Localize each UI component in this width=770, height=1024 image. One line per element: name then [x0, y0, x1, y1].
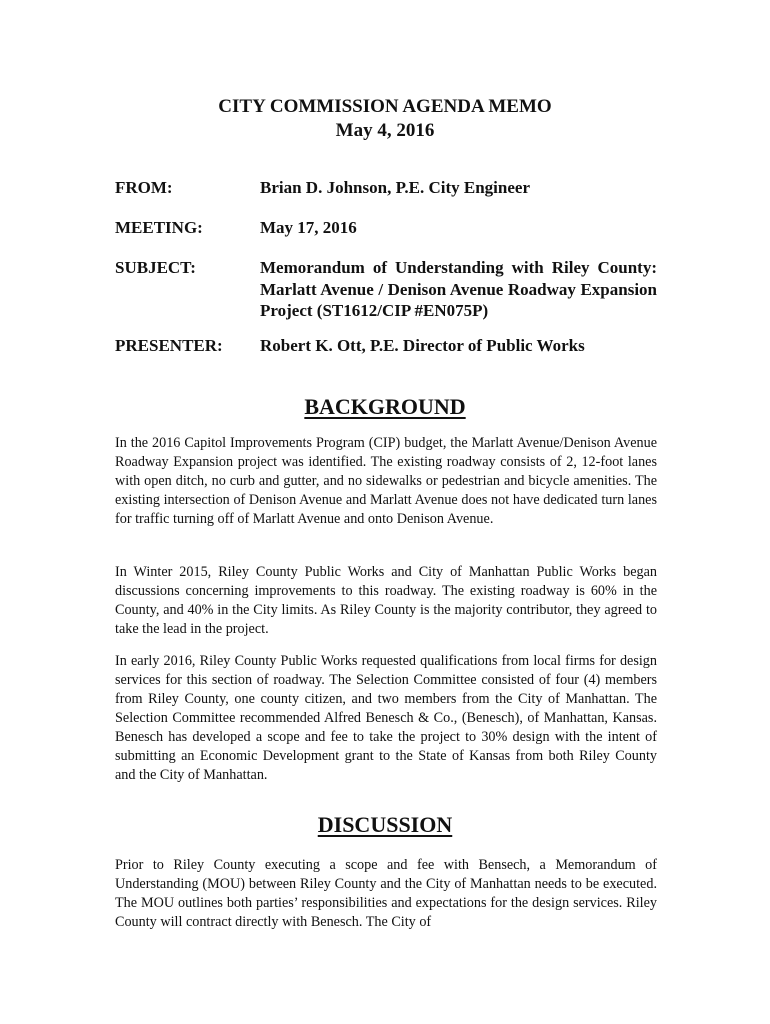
memo-title: CITY COMMISSION AGENDA MEMO	[218, 96, 552, 117]
meeting-value: May 17, 2016	[260, 218, 357, 237]
subject-value: Memorandum of Understanding with Riley County: Marlatt Avenue / Denison Avenue Roadway Expansion Project (ST1612/CIP #EN075P)	[260, 258, 657, 320]
background-paragraph-3: In early 2016, Riley County Public Works requested qualifications from local firms for design services for this section of roadway. The Selection Committee consisted of four (4) members from Riley County, one county citizen, and two members from the City of Manhattan. The Selection Committee recommended Alfred Benesch & Co., (Benesch), of Manhattan, Kansas. Benesch has developed a scope and fee to take the project to 30% design with the intent of submitting an Economic Development grant to the State of Kansas from both Riley County and the City of Manhattan.	[115, 653, 657, 783]
background-paragraph-1: In the 2016 Capitol Improvements Program (CIP) budget, the Marlatt Avenue/Denison Avenue Roadway Expansion project was identified. The existing roadway consists of 2, 12-foot lanes with open ditch, no curb and gutter, and no sidewalks or pedestrian and bicycle amenities. The existing intersection of Denison Avenue and Marlatt Avenue does not have dedicated turn lanes for traffic turning off of Marlatt Avenue and onto Denison Avenue.	[115, 435, 657, 527]
discussion-heading: DISCUSSION	[317, 812, 453, 837]
meeting-label: MEETING:	[115, 218, 203, 237]
from-value: Brian D. Johnson, P.E. City Engineer	[260, 178, 530, 197]
memo-date: May 4, 2016	[335, 120, 435, 141]
from-label: FROM:	[115, 178, 173, 197]
background-paragraph-2: In Winter 2015, Riley County Public Works and City of Manhattan Public Works began discussions concerning improvements to this roadway. The existing roadway is 60% in the County, and 40% in the City limits. As Riley County is the majority contributor, they agreed to take the lead in the project.	[115, 564, 657, 637]
presenter-label: PRESENTER:	[115, 336, 223, 355]
presenter-value: Robert K. Ott, P.E. Director of Public Works	[260, 336, 585, 355]
background-heading: BACKGROUND	[304, 394, 466, 419]
subject-label: SUBJECT:	[115, 258, 196, 277]
discussion-paragraph-1: Prior to Riley County executing a scope and fee with Bensech, a Memorandum of Understanding (MOU) between Riley County and the City of Manhattan needs to be executed. The MOU outlines both parties’ responsibilities and expectations for the design services. Riley County will contract directly with Benesch. The City of	[115, 857, 657, 930]
